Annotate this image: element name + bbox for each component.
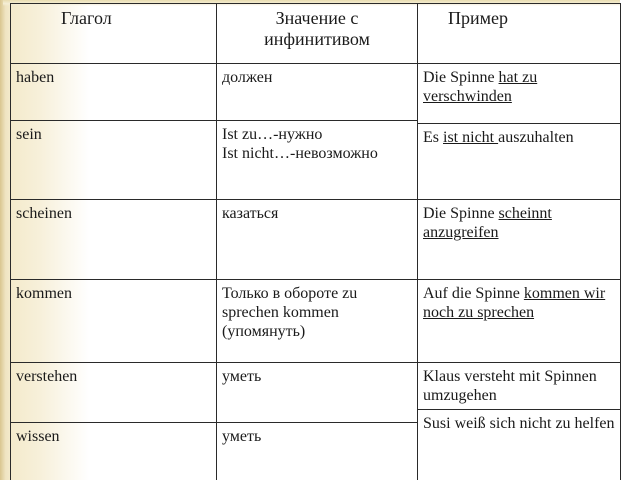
meaning-cell — [217, 64, 418, 121]
verb-cell — [11, 121, 217, 200]
table-row — [11, 363, 621, 410]
header-meaning: Значение с инфинитивом — [264, 8, 370, 49]
example-plain: Klaus versteht mit Spinnen umzugehen — [423, 368, 597, 404]
verb-cell — [11, 280, 217, 363]
meaning-line: Ist zu…-нужно — [222, 126, 323, 143]
example-plain-end: auszuhalten — [498, 129, 574, 146]
header-cell-verb — [11, 4, 217, 64]
meaning-cell — [217, 280, 418, 363]
example-cell — [418, 410, 621, 480]
example-cell — [418, 363, 621, 410]
meaning-line: Ist nicht…-невозможно — [222, 145, 378, 162]
verb-cell — [11, 200, 217, 280]
verb-text: scheinen — [16, 205, 72, 222]
example-underlined: hat zu verschwinden — [423, 69, 538, 105]
verb-text: wissen — [16, 428, 60, 445]
verb-text: haben — [16, 69, 55, 86]
meaning-cell — [217, 363, 418, 423]
example-underlined: ist nicht — [443, 129, 499, 146]
meaning-line: Только в обороте zu sprechen kommen (упомянуть) — [222, 285, 358, 340]
example-cell — [418, 124, 621, 200]
meaning-text — [217, 423, 417, 446]
example-text — [418, 280, 620, 322]
meaning-line: должен — [222, 69, 273, 86]
example-plain: Es — [423, 129, 443, 146]
example-text — [418, 410, 620, 433]
meaning-cell — [217, 121, 418, 200]
meaning-text — [217, 200, 417, 223]
example-plain: Die Spinne — [423, 205, 499, 222]
example-cell — [418, 64, 621, 124]
meaning-text — [217, 64, 417, 87]
header-verb: Глагол — [61, 8, 112, 28]
verb-text: kommen — [16, 285, 72, 302]
meaning-cell — [217, 200, 418, 280]
example-text — [418, 200, 620, 242]
meaning-cell — [217, 423, 418, 480]
meaning-line: уметь — [222, 368, 262, 385]
table-header-row — [11, 4, 621, 64]
example-plain: Auf die Spinne — [423, 285, 524, 302]
example-text — [418, 64, 620, 106]
table-row — [11, 64, 621, 121]
table-row — [11, 200, 621, 280]
example-cell — [418, 280, 621, 363]
example-underlined: kommen wir noch zu sprechen — [423, 285, 606, 321]
verbs-table — [10, 3, 621, 480]
verb-cell — [11, 363, 217, 423]
meaning-text — [217, 121, 417, 163]
example-cell — [418, 200, 621, 280]
header-example: Пример — [448, 8, 509, 28]
meaning-text — [217, 363, 417, 386]
header-cell-example — [418, 4, 621, 64]
slide-left-edge — [0, 0, 10, 480]
meaning-text — [217, 280, 417, 341]
example-text — [418, 124, 620, 147]
verb-text: sein — [16, 126, 42, 143]
verb-cell — [11, 64, 217, 121]
example-text — [418, 363, 620, 405]
example-underlined: scheinnt anzugreifen — [423, 205, 552, 241]
meaning-line: казаться — [222, 205, 279, 222]
table-row — [11, 280, 621, 363]
header-cell-meaning — [217, 4, 418, 64]
verb-cell — [11, 423, 217, 480]
example-plain: Die Spinne — [423, 69, 499, 86]
example-plain: Susi weiß sich nicht zu helfen — [423, 415, 615, 432]
verb-text: verstehen — [16, 368, 78, 385]
meaning-line: уметь — [222, 428, 262, 445]
